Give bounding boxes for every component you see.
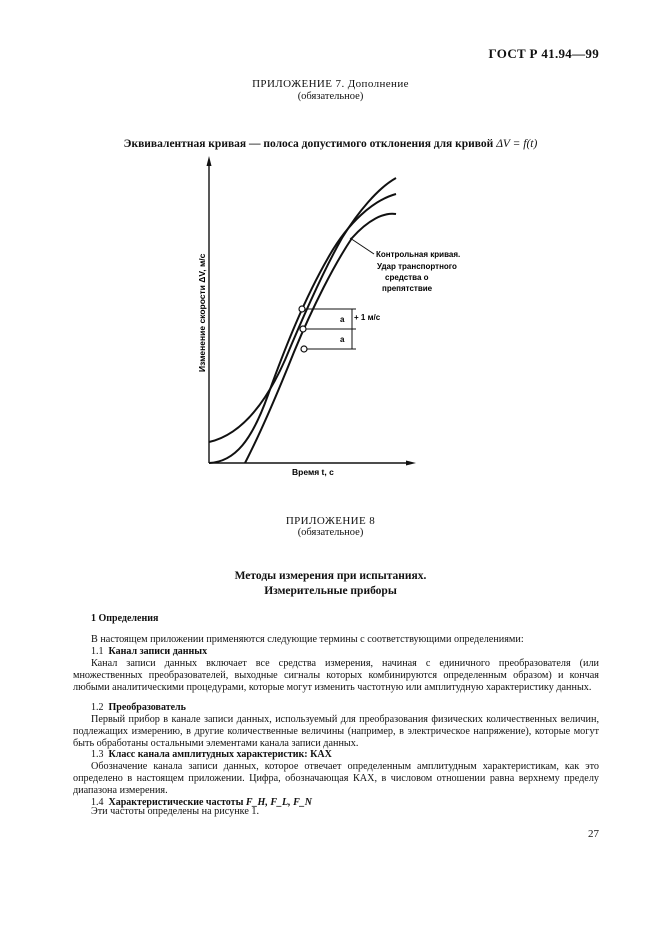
annotation-leader [350, 238, 374, 254]
subsection-1-4-number: 1.4 [91, 797, 104, 808]
appendix7-subtitle: (обязательное) [297, 91, 364, 102]
subsection-1-3-number: 1.3 [91, 749, 104, 760]
tolerance-label: + 1 м/с [354, 313, 381, 322]
page-number: 27 [588, 828, 599, 840]
subsection-1-1-title: Канал записи данных [108, 646, 208, 657]
point-marker-bottom [301, 346, 307, 352]
figure-caption-text: Эквивалентная кривая — полоса допустимого отклонения для кривой [123, 138, 497, 150]
appendix8-subtitle: (обязательное) [297, 527, 364, 538]
section-title: 1 Определения [91, 613, 159, 624]
annotation-impact-line1: Удар транспортного [377, 262, 457, 271]
appendix8-title: ПРИЛОЖЕНИЕ 8 [285, 515, 376, 527]
subsection-1-2-text: Первый прибор в канале записи данных, используемый для преобразования физических количественных величин, подлежащих измерению, в другие количественные величины (например, в электрическое напряжение), которые могут быть обработаны остальными элементами канала записи данных. [73, 714, 599, 750]
x-axis-label: Время t, с [292, 467, 334, 477]
point-marker-top [299, 306, 305, 312]
subsection-1-1-number: 1.1 [91, 646, 104, 657]
point-marker-mid [300, 326, 306, 332]
y-axis-arrow-icon [207, 156, 212, 166]
subsection-1-4-text: Эти частоты определены на рисунке 1. [91, 806, 260, 817]
subsection-1-4-symbols: F_H, F_L, F_N [245, 797, 313, 808]
subsection-1-2-title: Преобразователь [108, 702, 186, 713]
band-mark-top: a [340, 315, 345, 324]
standard-code: ГОСТ Р 41.94—99 [488, 46, 599, 61]
subsection-1-1-text: Канал записи данных включает все средства измерения, начиная с единичного преобразователя (или множественных преобразователей, выходные сигналы которых комбинируются определенным образом) и кончая любыми аналитическими процедурами, которые могут изменить частотную или амплитудную характеристику данных. [73, 658, 599, 694]
subsection-1-3-heading [91, 749, 332, 760]
y-axis-label: Изменение скорости ΔV, м/с [197, 253, 207, 372]
subsection-1-3-text: Обозначение канала записи данных, которое отвечает определенным амплитудным характеристикам, как это определено в настоящем приложении. Цифра, обозначающая КАХ, в числовом отношении равна верхнему пределу диапазона измерения. [73, 761, 599, 797]
subsection-1-2-heading [91, 702, 186, 713]
figure-caption-formula: ΔV = f(t) [496, 138, 538, 150]
subsection-1-3-title: Класс канала амплитудных характеристик: КАХ [108, 749, 332, 760]
x-axis-arrow-icon [406, 461, 416, 466]
appendix7-title: ПРИЛОЖЕНИЕ 7. Дополнение [252, 78, 409, 90]
annotation-control-curve: Контрольная кривая. [376, 250, 461, 259]
appendix8-heading-line1: Методы измерения при испытаниях. [234, 570, 427, 582]
band-mark-bottom: a [340, 335, 345, 344]
subsection-1-1-heading [91, 646, 207, 657]
annotation-impact-line3: препятствие [382, 284, 433, 293]
subsection-1-4-title: Характеристические частоты [108, 797, 244, 808]
section-intro: В настоящем приложении применяются следующие термины с соответствующими определениями: [91, 634, 524, 645]
annotation-impact-line2: средства о [385, 273, 429, 282]
subsection-1-2-number: 1.2 [91, 702, 104, 713]
lower-tolerance-curve [245, 214, 396, 463]
appendix8-heading-line2: Измерительные приборы [264, 585, 397, 597]
